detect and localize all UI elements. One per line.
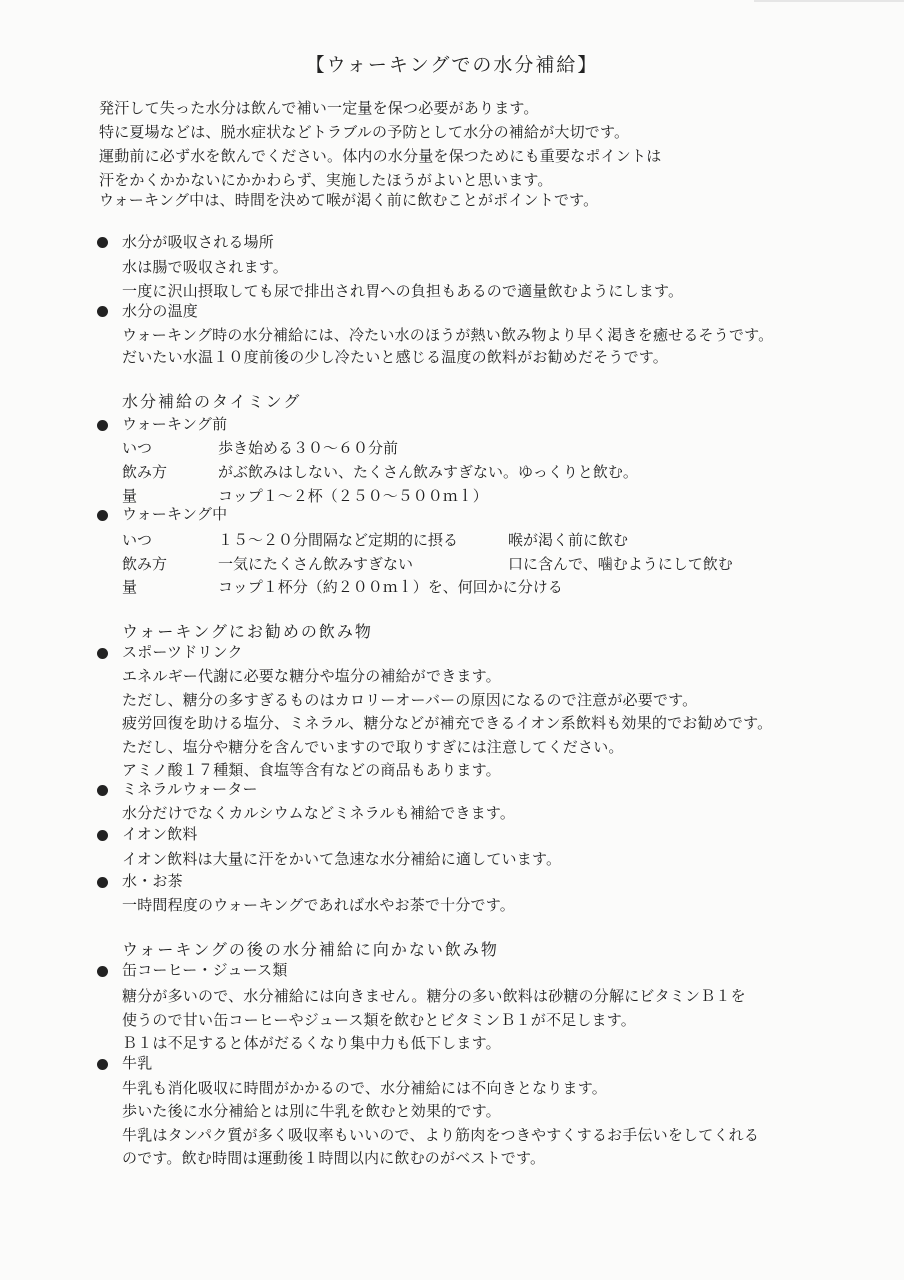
bullet-icon [97, 306, 108, 317]
timing-value: コップ１～２杯（２５０～５００ｍｌ） [218, 487, 488, 505]
intro-line: ウォーキング中は、時間を決めて喉が渇く前に飲むことがポイントです。 [99, 191, 599, 209]
timing-value: コップ１杯分（約２００ｍｌ）を、何回かに分ける [218, 578, 563, 596]
bullet-icon [97, 648, 108, 659]
canned-line: 使うので甘い缶コーヒーやジュース類を飲むとビタミンＢ１が不足します。 [122, 1011, 636, 1029]
sports-line: 疲労回復を助ける塩分、ミネラル、糖分などが補充できるイオン系飲料も効果的でお勧めです。 [122, 714, 773, 732]
drink-label-canned: 缶コーヒー・ジュース類 [122, 961, 288, 979]
absorb-line: 一度に沢山摂取しても尿で排出され胃への負担もあるので適量飲むようにします。 [122, 282, 684, 300]
timing-key: いつ [122, 439, 153, 457]
ion-line: イオン飲料は大量に汗をかいて急速な水分補給に適しています。 [122, 850, 562, 868]
milk-line: 牛乳はタンパク質が多く吸収率もいいので、より筋肉をつきやすくするお手伝いをしてくれる [122, 1126, 760, 1144]
bullet-icon [97, 966, 108, 977]
heading-unsuitable: ウォーキングの後の水分補給に向かない飲み物 [122, 940, 499, 959]
bullet-icon [97, 510, 108, 521]
canned-line: Ｂ１は不足すると体がだるくなり集中力も低下します。 [122, 1034, 501, 1052]
intro-line: 発汗して失った水分は飲んで補い一定量を保つ必要があります。 [99, 99, 539, 117]
timing-key: 飲み方 [122, 463, 168, 481]
page-title: 【ウォーキングでの水分補給】 [305, 54, 599, 76]
intro-line: 特に夏場などは、脱水症状などトラブルの予防として水分の補給が大切です。 [99, 123, 630, 141]
scan-edge-mark [754, 0, 904, 2]
bullet-icon [97, 237, 108, 248]
timing-value: がぶ飲みはしない、たくさん飲みすぎない。ゆっくりと飲む。 [218, 463, 638, 481]
drink-label-milk: 牛乳 [122, 1054, 153, 1072]
bullet-icon [97, 830, 108, 841]
timing-value: 歩き始める３０～６０分前 [218, 439, 399, 457]
mineral-line: 水分だけでなくカルシウムなどミネラルも補給できます。 [122, 804, 516, 822]
timing-during-label: ウォーキング中 [122, 505, 228, 523]
timing-key: 量 [122, 487, 138, 505]
bullet-icon [97, 1059, 108, 1070]
intro-line: 運動前に必ず水を飲んでください。体内の水分量を保つためにも重要なポイントは [99, 147, 662, 165]
absorb-line: 水は腸で吸収されます。 [122, 258, 289, 276]
sports-line: ただし、糖分の多すぎるものはカロリーオーバーの原因になるので注意が必要です。 [122, 691, 698, 709]
drink-label-water: 水・お茶 [122, 872, 183, 890]
sports-line: アミノ酸１７種類、食塩等含有などの商品もあります。 [122, 761, 501, 779]
heading-recommended: ウォーキングにお勧めの飲み物 [122, 622, 373, 641]
sports-line: エネルギー代謝に必要な糖分や塩分の補給ができます。 [122, 667, 501, 685]
timing-note: 喉が渇く前に飲む [508, 531, 629, 549]
milk-line: 歩いた後に水分補給とは別に牛乳を飲むと効果的です。 [122, 1102, 501, 1120]
bullet-icon [97, 785, 108, 796]
drink-label-mineral: ミネラルウォーター [122, 780, 258, 798]
milk-line: 牛乳も消化吸収に時間がかかるので、水分補給には不向きとなります。 [122, 1079, 607, 1097]
timing-key: 量 [122, 578, 138, 596]
temp-line: だいたい水温１０度前後の少し冷たいと感じる温度の飲料がお勧めだそうです。 [122, 348, 669, 366]
intro-line: 汗をかくかかないにかかわらず、実施したほうがよいと思います。 [99, 171, 553, 189]
milk-line: のです。飲む時間は運動後１時間以内に飲むのがベストです。 [122, 1149, 546, 1167]
drink-label-sports: スポーツドリンク [122, 643, 243, 661]
timing-value: １５～２０分間隔など定期的に摂る [218, 531, 459, 549]
section-label-absorb: 水分が吸収される場所 [122, 233, 275, 251]
water-line: 一時間程度のウォーキングであれば水やお茶で十分です。 [122, 896, 515, 914]
bullet-icon [97, 420, 108, 431]
timing-value: 一気にたくさん飲みすぎない [218, 555, 414, 573]
section-label-temp: 水分の温度 [122, 302, 199, 320]
sports-line: ただし、塩分や糖分を含んでいますので取りすぎには注意してください。 [122, 738, 624, 756]
canned-line: 糖分が多いので、水分補給には向きません。糖分の多い飲料は砂糖の分解にビタミンＢ１を [122, 987, 746, 1005]
timing-key: 飲み方 [122, 555, 168, 573]
bullet-icon [97, 877, 108, 888]
timing-key: いつ [122, 531, 153, 549]
temp-line: ウォーキング時の水分補給には、冷たい水のほうが熱い飲み物より早く渇きを癒せるそうです。 [122, 326, 774, 344]
timing-before-label: ウォーキング前 [122, 415, 228, 433]
drink-label-ion: イオン飲料 [122, 825, 198, 843]
heading-timing: 水分補給のタイミング [122, 392, 302, 411]
timing-note: 口に含んで、噛むようにして飲む [508, 555, 733, 573]
